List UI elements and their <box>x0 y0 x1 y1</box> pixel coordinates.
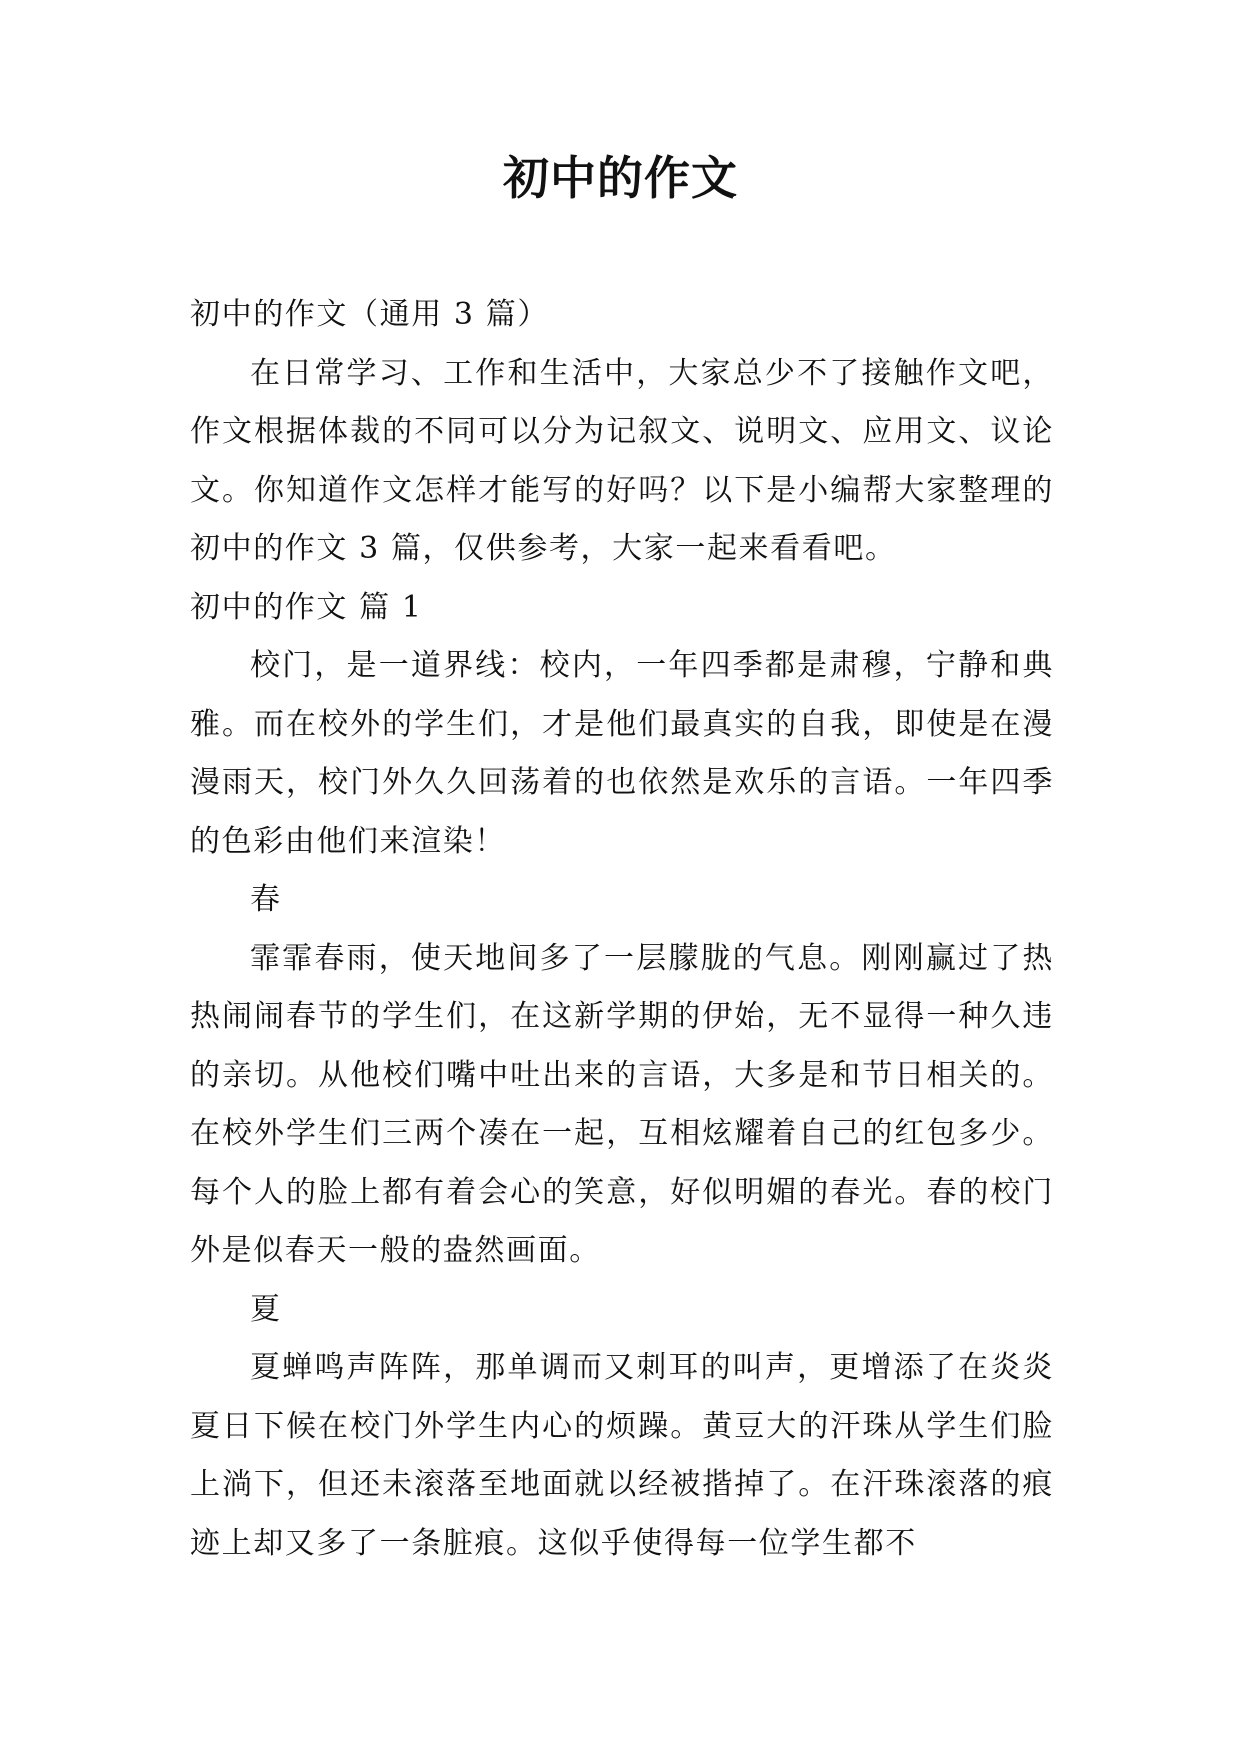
section-heading-spring: 春 <box>250 882 282 917</box>
paragraph-essay-1-opening: 校门，是一道界线：校内，一年四季都是肃穆，宁静和典雅。而在校外的学生们，才是他们最真实的自我，即使是在漫漫雨天，校门外久久回荡着的也依然是欢乐的言语。一年四季的色彩由他们来渲染！ <box>190 648 1054 859</box>
paragraph-intro-heading: 初中的作文（通用 3 篇） <box>190 297 549 332</box>
document-title: 初中的作文 <box>503 151 738 205</box>
document-body <box>190 286 1054 1573</box>
paragraph-essay-1-heading: 初中的作文 篇 1 <box>190 589 423 625</box>
section-heading-summer: 夏 <box>250 1291 282 1327</box>
paragraph-intro: 在日常学习、工作和生活中，大家总少不了接触作文吧，作文根据体裁的不同可以分为记叙文、说明文、应用文、议论文。你知道作文怎样才能写的好吗？以下是小编帮大家整理的初中的作文 3 篇，仅供参考，大家一起来看看吧。 <box>190 355 1054 566</box>
paragraph-spring: 霏霏春雨，使天地间多了一层朦胧的气息。刚刚赢过了热热闹闹春节的学生们，在这新学期的伊始，无不显得一种久违的亲切。从他校们嘴中吐出来的言语，大多是和节日相关的。在校外学生们三两个凑在一起，互相炫耀着自己的红包多少。每个人的脸上都有着会心的笑意，好似明媚的春光。春的校门外是似春天一般的盎然画面。 <box>190 940 1054 1268</box>
paragraph-summer: 夏蝉鸣声阵阵，那单调而又刺耳的叫声，更增添了在炎炎夏日下候在校门外学生内心的烦躁。黄豆大的汗珠从学生们脸上淌下，但还未滚落至地面就以经被揩掉了。在汗珠滚落的痕迹上却又多了一条脏痕。这似乎使得每一位学生都不 <box>190 1350 1054 1561</box>
